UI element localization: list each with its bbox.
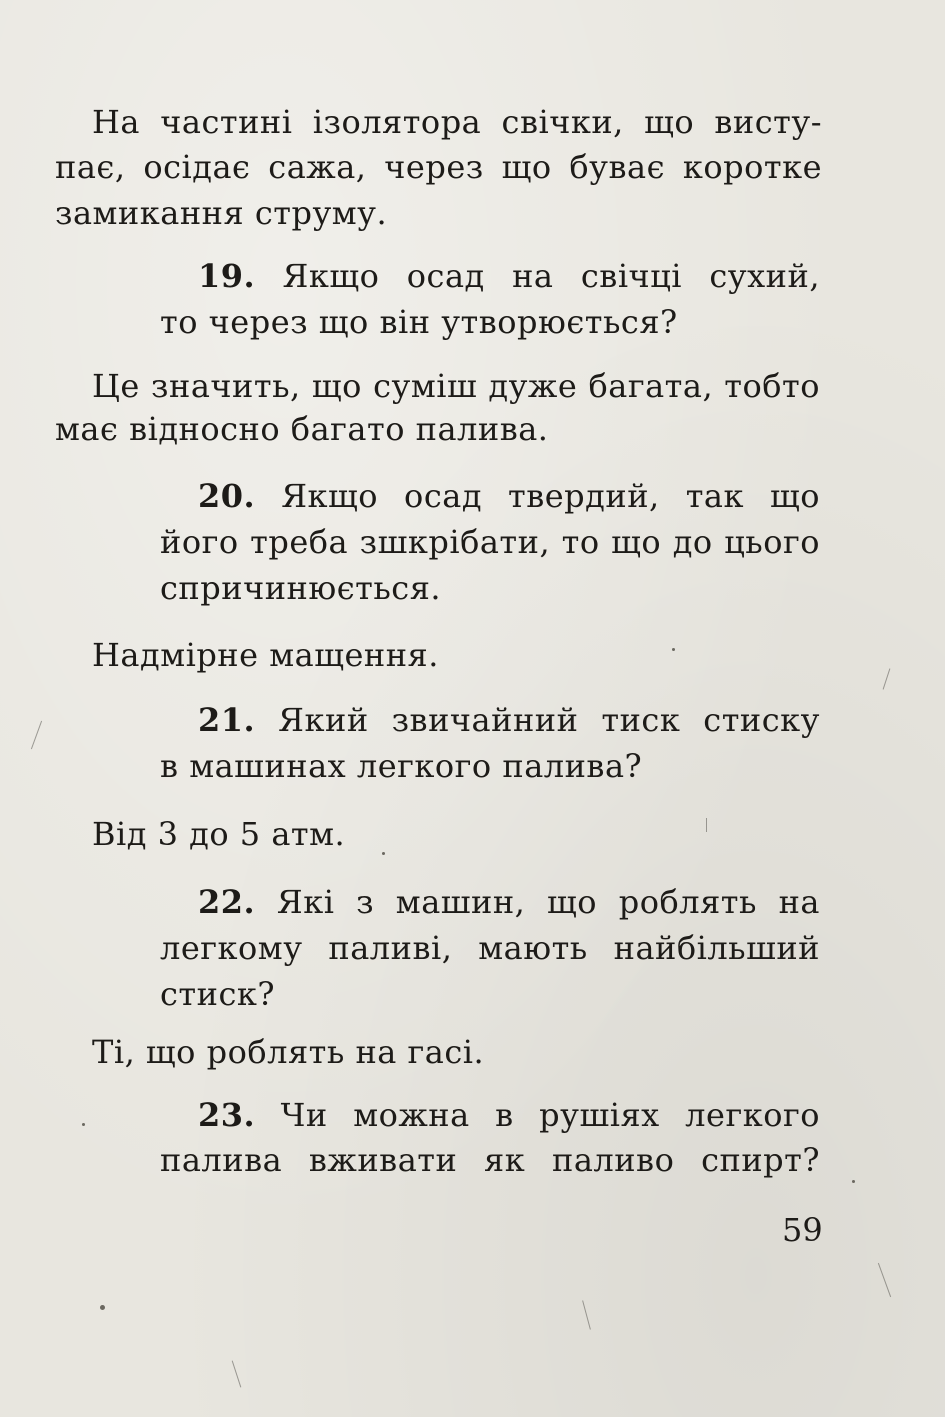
paper-scratch [31,721,42,750]
question-20-number: 20. [198,477,256,515]
page-number: 59 [782,1211,823,1249]
question-19-text: Якщо осад на свічці сухий, [282,257,821,295]
question-21-number: 21. [198,701,256,739]
paper-speck [82,1123,85,1126]
question-20-line-3: спричинюється. [160,569,442,607]
question-23-text: Чи можна в рушіях легкого [280,1096,821,1134]
question-21-text: Який звичайний тиск стиску [278,701,821,739]
answer-20-line-1: Надмірне мащення. [92,636,439,674]
paper-speck [852,1180,855,1183]
question-20-line-1 [198,474,820,518]
paper-speck [382,852,385,855]
question-21-line-2: в машинах легкого палива? [160,747,643,785]
question-20-text: Якщо осад твердий, так що [281,477,821,515]
answer-22-line-1: Ті, що роблять на гасі. [92,1033,485,1071]
question-19-line-2: то через що він утворюється? [160,303,678,341]
paper-scratch [232,1361,242,1388]
question-22-text: Які з машин, що роблять на [276,883,821,921]
answer-prev-line-2: пає, осідає сажа, через що буває коротке [55,148,822,186]
question-19-number: 19. [198,257,256,295]
answer-19-line-2: має відносно багато палива. [55,410,549,448]
answer-21-line-1: Від 3 до 5 атм. [92,815,346,853]
question-22-line-1 [198,880,820,924]
question-21-line-1 [198,698,820,742]
answer-prev-line-3: замикання струму. [55,194,388,232]
question-19-line-1 [198,254,820,298]
paper-scratch [706,818,707,832]
question-23-number: 23. [198,1096,256,1134]
question-20-line-2: його треба зшкрібати, то що до цього [160,523,820,561]
question-23-line-1 [198,1093,820,1137]
question-22-line-2: легкому паливі, мають найбільший [160,929,820,967]
paper-speck [672,648,675,651]
paper-scratch [883,668,891,689]
paper-scratch [878,1263,891,1297]
answer-prev-line-1: На частині ізолятора свічки, що висту- [92,103,822,141]
question-22-number: 22. [198,883,256,921]
question-23-line-2: палива вживати як паливо спирт? [160,1141,820,1179]
answer-19-line-1: Це значить, що суміш дуже багата, тобто [92,367,820,405]
question-22-line-3: стиск? [160,975,276,1013]
paper-scratch [582,1300,591,1329]
paper-speck [100,1305,105,1310]
